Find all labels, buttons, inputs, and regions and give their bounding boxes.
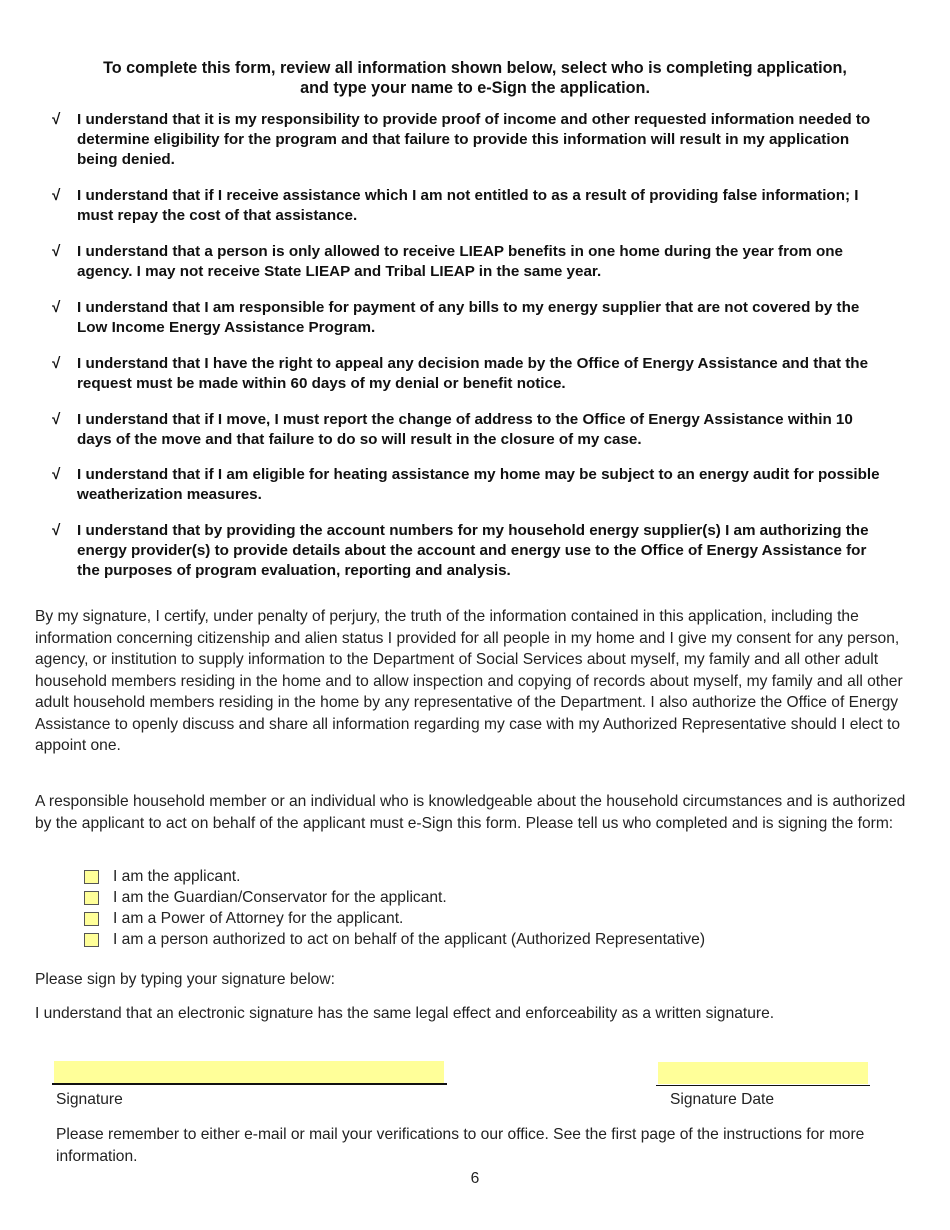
certification-paragraph: By my signature, I certify, under penalty of perjury, the truth of the information contained in this application, including the information concerning citizenship and alien status I provided for all people in my home and I give my consent for any person, agency, or institution to supply information to the Department of Social Services about myself, my family and all other adult household members residing in the home and to allow inspection and copying of records about myself, my family and all other adult household members residing in the home by any representative of the Department. I also authorize the Office of Energy Assistance to openly discuss and share all information regarding my case with my Authorized Representative should I elect to appoint one. xyxy=(35,608,903,754)
statement-2 xyxy=(52,186,882,226)
signature-line xyxy=(52,1083,447,1085)
option-label: I am the applicant. xyxy=(113,867,241,885)
checkmark-icon: √ xyxy=(52,187,61,204)
checkmark-icon: √ xyxy=(52,522,61,539)
statement-text: I understand that by providing the account numbers for my household energy supplier(s) I am authorizing the energy provider(s) to provide details about the account and energy use to the Office of Energy Assistance for the purposes of program evaluation, reporting and analysis. xyxy=(77,522,869,579)
statement-text: I understand that it is my responsibility to provide proof of income and other requested information needed to determine eligibility for the program and that failure to provide this information will result in my application being denied. xyxy=(77,111,871,168)
checkbox[interactable] xyxy=(84,933,99,947)
checkmark-icon: √ xyxy=(52,355,61,372)
statement-text: I understand that if I am eligible for heating assistance my home may be subject to an energy audit for possible weatherization measures. xyxy=(77,466,880,503)
statement-text: I understand that I have the right to appeal any decision made by the Office of Energy Assistance and that the request must be made within 60 days of my denial or benefit notice. xyxy=(77,355,869,392)
esign-note: I understand that an electronic signature has the same legal effect and enforceability as a written signature. xyxy=(35,1005,775,1022)
signature-input[interactable] xyxy=(54,1061,444,1083)
option-authorized-representative[interactable] xyxy=(84,929,904,950)
statement-1 xyxy=(52,110,882,170)
option-label: I am the Guardian/Conservator for the applicant. xyxy=(113,888,447,906)
checkmark-icon: √ xyxy=(52,411,61,428)
form-instructions xyxy=(40,58,910,98)
option-power-of-attorney[interactable] xyxy=(84,908,904,929)
checkbox[interactable] xyxy=(84,912,99,926)
statement-text: I understand that if I move, I must report the change of address to the Office of Energy Assistance within 10 days of the move and that failure to do so will result in the closure of my case. xyxy=(77,411,853,448)
checkbox[interactable] xyxy=(84,870,99,884)
page-number: 6 xyxy=(470,1170,480,1187)
statement-4 xyxy=(52,298,882,338)
statement-text: I understand that I am responsible for payment of any bills to my energy supplier that are not covered by the Low Income Energy Assistance Program. xyxy=(77,299,860,336)
sign-prompt: Please sign by typing your signature below: xyxy=(35,971,335,988)
statement-text: I understand that if I receive assistance which I am not entitled to as a result of providing false information; I must repay the cost of that assistance. xyxy=(77,187,859,224)
signature-date-input[interactable] xyxy=(658,1062,868,1084)
checkmark-icon: √ xyxy=(52,243,61,260)
signature-date-line xyxy=(656,1085,870,1086)
responsible-member-paragraph: A responsible household member or an individual who is knowledgeable about the household circumstances and is authorized by the applicant to act on behalf of the applicant must e-Sign this form. Please tell us who completed and is signing the form: xyxy=(35,793,906,832)
statement-5 xyxy=(52,354,882,394)
option-applicant[interactable] xyxy=(84,866,904,887)
instructions-line-2: and type your name to e-Sign the application. xyxy=(300,79,650,97)
option-guardian[interactable] xyxy=(84,887,904,908)
checkmark-icon: √ xyxy=(52,466,61,483)
checkmark-icon: √ xyxy=(52,299,61,316)
checkbox[interactable] xyxy=(84,891,99,905)
signature-date-label: Signature Date xyxy=(670,1091,775,1108)
option-label: I am a person authorized to act on behalf of the applicant (Authorized Representative) xyxy=(113,930,706,948)
statement-text: I understand that a person is only allowed to receive LIEAP benefits in one home during the year from one agency. I may not receive State LIEAP and Tribal LIEAP in the same year. xyxy=(77,243,843,280)
statement-8 xyxy=(52,521,882,581)
checkmark-icon: √ xyxy=(52,111,61,128)
signature-label: Signature xyxy=(56,1091,123,1108)
statement-6 xyxy=(52,410,882,450)
instructions-line-1: To complete this form, review all information shown below, select who is completing application, xyxy=(103,59,847,77)
option-label: I am a Power of Attorney for the applicant. xyxy=(113,909,404,927)
statement-7 xyxy=(52,465,882,505)
verification-reminder: Please remember to either e-mail or mail your verifications to our office. See the first page of the instructions for more information. xyxy=(56,1126,865,1165)
signer-options xyxy=(84,866,904,950)
statement-3 xyxy=(52,242,882,282)
